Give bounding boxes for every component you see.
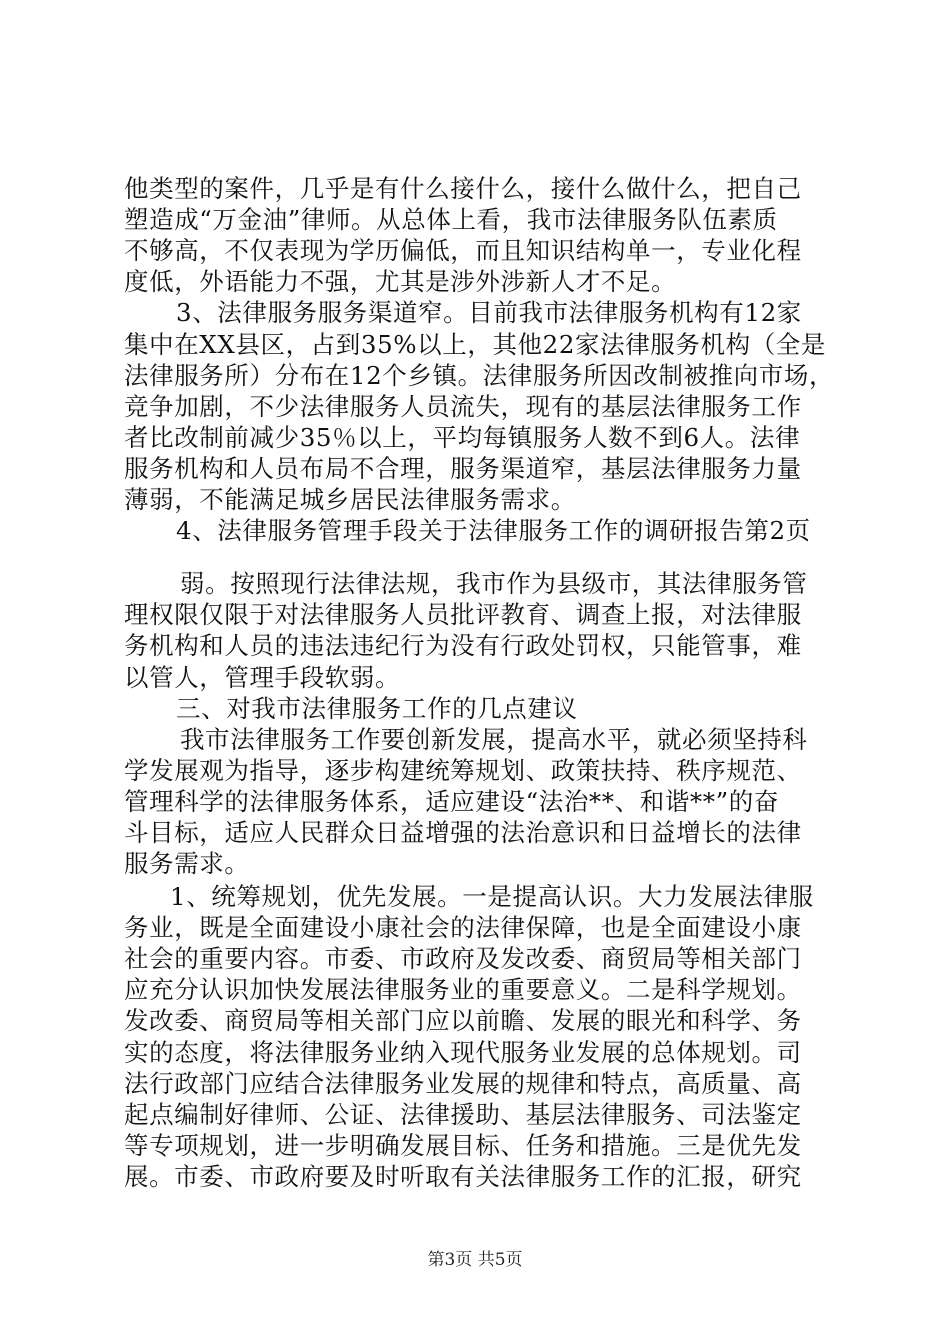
text-line: 集中在XX县区，占到35%以上，其他22家法律服务机构（全是: [124, 330, 827, 359]
text-line: 竞争加剧，不少法律服务人员流失，现有的基层法律服务工作: [124, 392, 802, 421]
text-line: 薄弱，不能满足城乡居民法律服务需求。: [124, 485, 576, 514]
text-line: 度低，外语能力不强，尤其是涉外涉新人才不足。: [124, 267, 677, 296]
text-line: 社会的重要内容。市委、市政府及发改委、商贸局等相关部门: [124, 944, 802, 973]
text-line: 斗目标，适应人民群众日益增强的法治意识和日益增长的法律: [124, 818, 802, 847]
text-line: 应充分认识加快发展法律服务业的重要意义。二是科学规划。: [124, 975, 802, 1004]
text-line: 管理科学的法律服务体系，适应建设“法治**、和谐**”的奋: [124, 787, 779, 816]
text-line: 我市法律服务工作要创新发展，提高水平，就必须坚持科: [180, 725, 808, 754]
text-line: 法行政部门应结合法律服务业发展的规律和特点，高质量、高: [124, 1069, 802, 1098]
text-line: 服务需求。: [124, 849, 250, 878]
text-line: 学发展观为指导，逐步构建统筹规划、政策扶持、秩序规范、: [124, 756, 802, 785]
text-line: 法律服务所）分布在12个乡镇。法律服务所因改制被推向市场，: [124, 361, 835, 390]
text-line: 4、法律服务管理手段关于法律服务工作的调研报告第2页: [176, 516, 811, 545]
text-line: 等专项规划，进一步明确发展目标、任务和措施。三是优先发: [124, 1131, 802, 1160]
text-line: 理权限仅限于对法律服务人员批评教育、调查上报，对法律服: [124, 600, 802, 629]
text-line: 发改委、商贸局等相关部门应以前瞻、发展的眼光和科学、务: [124, 1006, 802, 1035]
text-line: 1、统筹规划，优先发展。一是提高认识。大力发展法律服: [170, 882, 814, 911]
text-line: 务业，既是全面建设小康社会的法律保障，也是全面建设小康: [124, 913, 802, 942]
text-line: 不够高，不仅表现为学历偏低，而且知识结构单一，专业化程: [124, 236, 802, 265]
text-line: 服务机构和人员布局不合理，服务渠道窄，基层法律服务力量: [124, 454, 802, 483]
text-line: 者比改制前减少35％以上，平均每镇服务人数不到6人。法律: [124, 423, 801, 452]
text-line: 以管人，管理手段软弱。: [124, 663, 401, 692]
text-line: 塑造成“万金油”律师。从总体上看，我市法律服务队伍素质: [124, 205, 778, 234]
text-line: 实的态度，将法律服务业纳入现代服务业发展的总体规划。司: [124, 1038, 802, 1067]
page-footer: 第3页 共5页: [427, 1250, 523, 1270]
text-line: 起点编制好律师、公证、法律援助、基层法律服务、司法鉴定: [124, 1100, 802, 1129]
text-line: 他类型的案件，几乎是有什么接什么，接什么做什么，把自己: [124, 174, 802, 203]
text-line: 3、法律服务服务渠道窄。目前我市法律服务机构有12家: [176, 298, 802, 327]
text-line: 弱。按照现行法律法规，我市作为县级市，其法律服务管: [180, 569, 808, 598]
text-line: 展。市委、市政府要及时听取有关法律服务工作的汇报，研究: [124, 1162, 802, 1191]
section-heading: 三、对我市法律服务工作的几点建议: [176, 694, 578, 723]
text-line: 务机构和人员的违法违纪行为没有行政处罚权，只能管事，难: [124, 631, 802, 660]
